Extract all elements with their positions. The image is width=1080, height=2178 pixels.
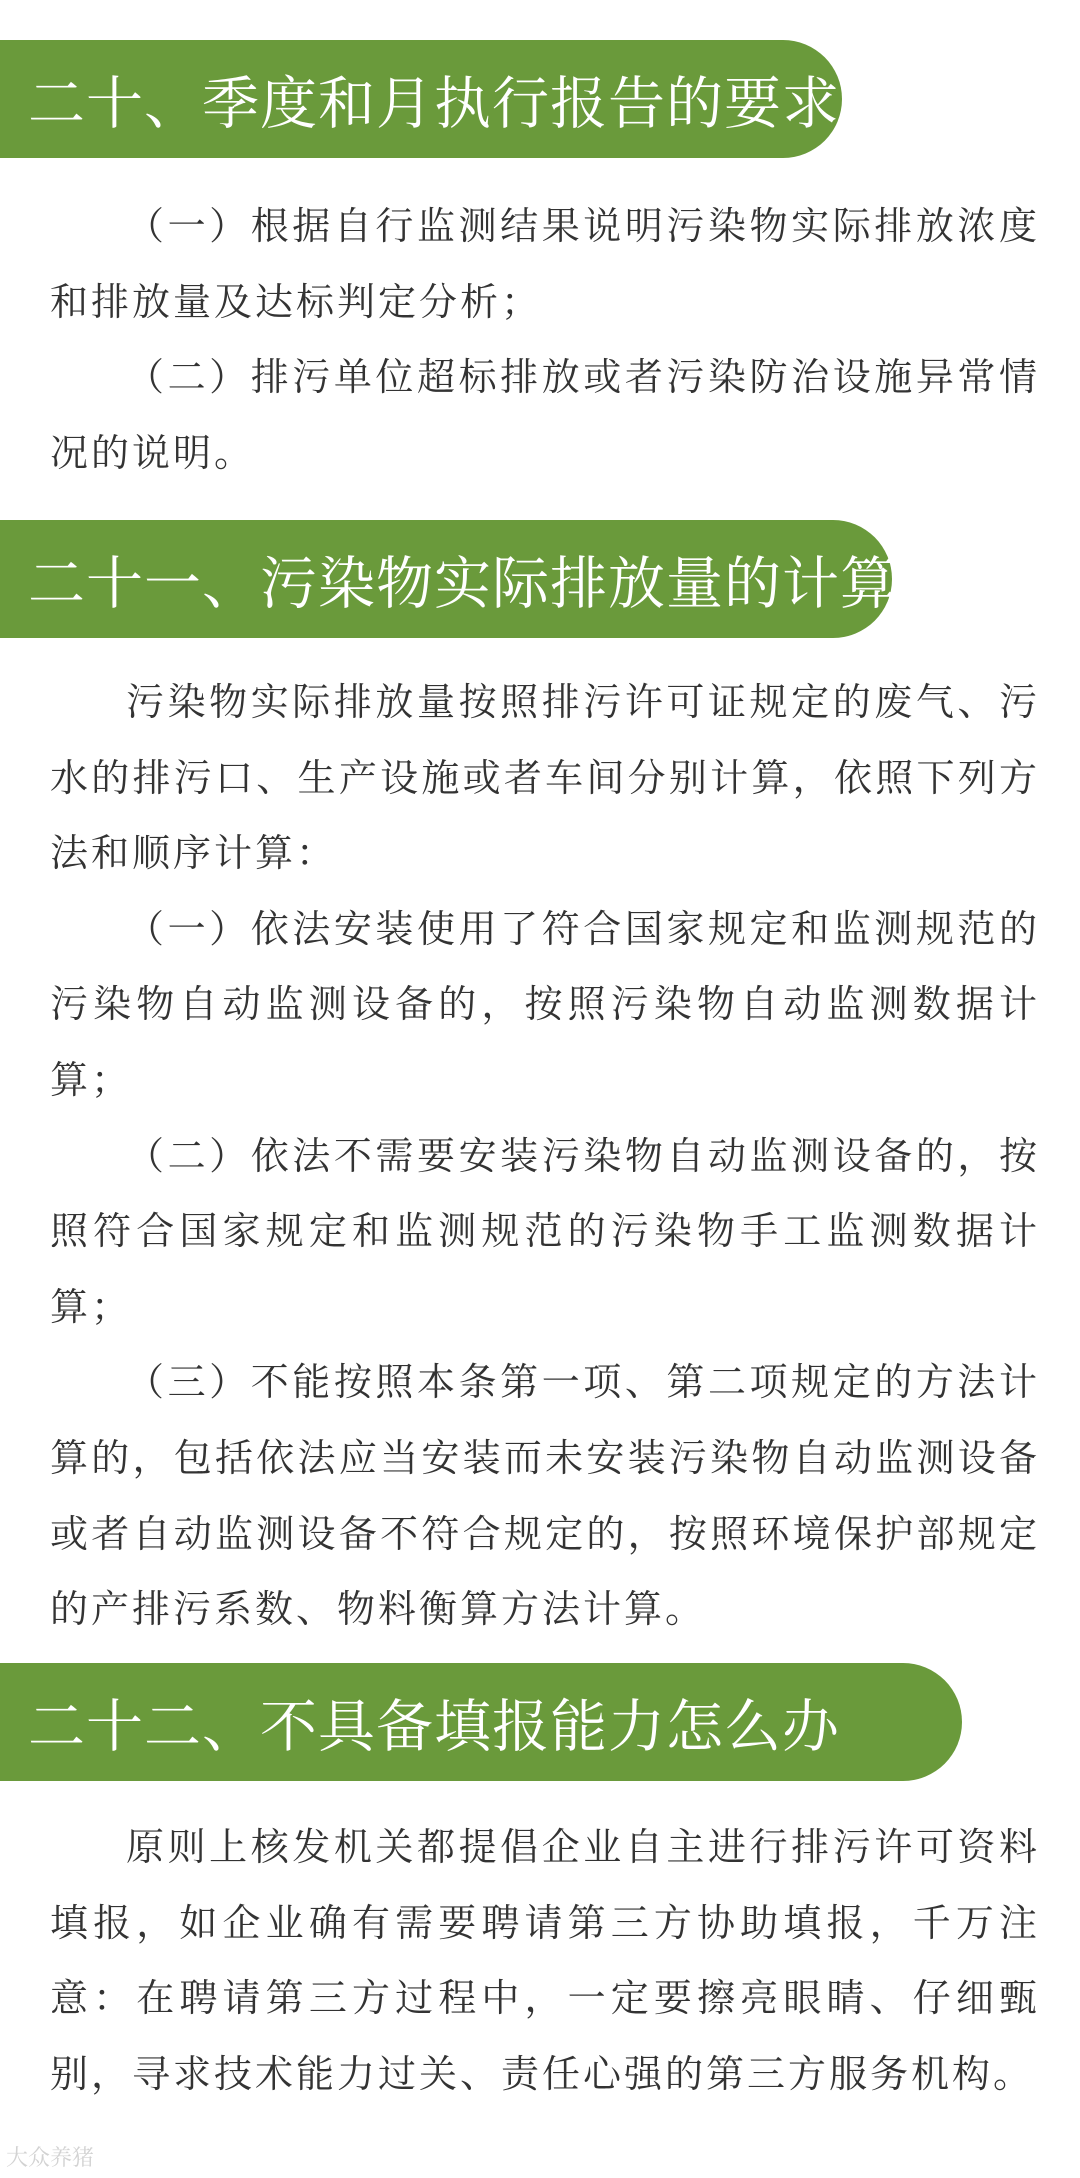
section-header-21 [0, 520, 898, 638]
section-body-22 [50, 1810, 1040, 2112]
paragraph: 污染物实际排放量按照排污许可证规定的废气、污水的排污口、生产设施或者车间分别计算，依照下列方法和顺序计算： [50, 680, 1040, 876]
section-body-20 [50, 189, 1040, 491]
watermark: 大众养猪 [6, 2146, 95, 2171]
section-title: 二十、季度和月执行报告的要求 [28, 71, 840, 137]
section-header-20 [0, 40, 842, 158]
paragraph: （三）不能按照本条第一项、第二项规定的方法计算的，包括依法应当安装而未安装污染物自动监测设备或者自动监测设备不符合规定的，按照环境保护部规定的产排污系数、物料衡算方法计算。 [50, 1360, 1040, 1632]
paragraph: （一）根据自行监测结果说明污染物实际排放浓度和排放量及达标判定分析； [50, 204, 1040, 324]
section-header-22 [0, 1663, 962, 1781]
section-body-21 [50, 665, 1040, 1648]
paragraph: （一）依法安装使用了符合国家规定和监测规范的污染物自动监测设备的，按照污染物自动监测数据计算； [50, 906, 1040, 1102]
paragraph: （二）排污单位超标排放或者污染防治设施异常情况的说明。 [50, 355, 1040, 475]
section-title: 二十二、不具备填报能力怎么办 [28, 1694, 840, 1760]
paragraph: 原则上核发机关都提倡企业自主进行排污许可资料填报，如企业确有需要聘请第三方协助填报，千万注意：在聘请第三方过程中，一定要擦亮眼睛、仔细甄别，寻求技术能力过关、责任心强的第三方服务机构。 [50, 1825, 1040, 2096]
paragraph: （二）依法不需要安装污染物自动监测设备的，按照符合国家规定和监测规范的污染物手工监测数据计算； [50, 1133, 1040, 1329]
section-title: 二十一、污染物实际排放量的计算 [28, 551, 898, 617]
